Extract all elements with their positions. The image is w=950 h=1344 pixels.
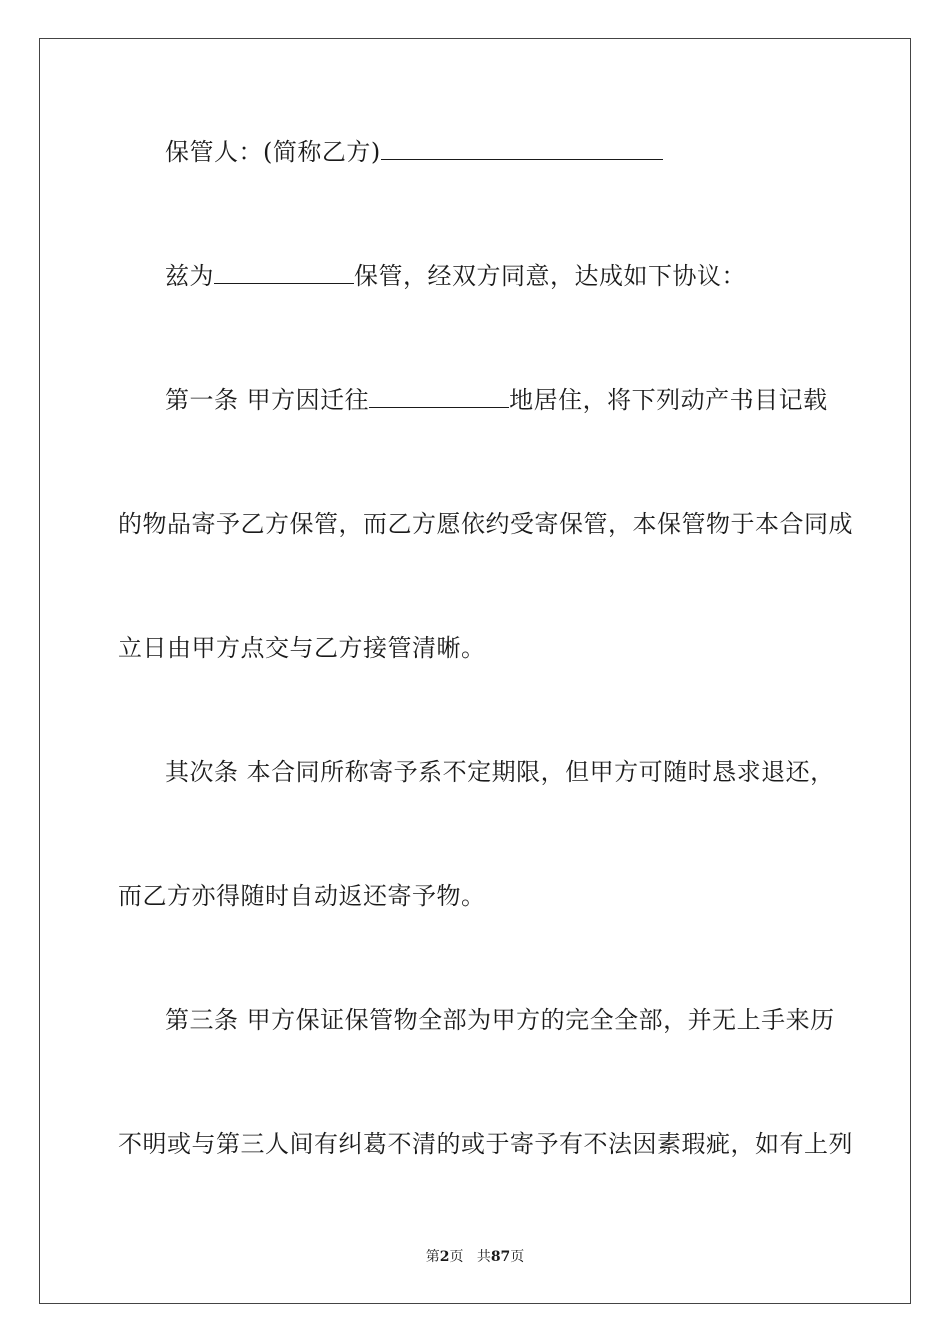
- purpose-line: [165, 261, 746, 291]
- purpose-blank: [214, 261, 354, 284]
- page-frame: [39, 38, 911, 1304]
- article-3-line-2: 不明或与第三人间有纠葛不清的或于寄予有不法因素瑕疵，如有上列: [118, 1130, 853, 1158]
- article-2-line-2: 而乙方亦得随时自动返还寄予物。: [118, 882, 486, 910]
- article-1-line-1: [165, 385, 828, 415]
- article-1-line-2: 的物品寄予乙方保管，而乙方愿依约受寄保管，本保管物于本合同成: [118, 510, 853, 538]
- purpose-suffix: 保管，经双方同意，达成如下协议：: [354, 262, 746, 290]
- page-number: 2: [439, 1249, 450, 1265]
- purpose-prefix: 兹为: [165, 262, 214, 290]
- article-1-line-3: 立日由甲方点交与乙方接管清晰。: [118, 634, 486, 662]
- total-suffix: 页: [510, 1249, 525, 1265]
- total-prefix: 共: [476, 1249, 491, 1265]
- custodian-label: 保管人：(简称乙方): [165, 138, 381, 166]
- article-1-suffix: 地居住，将下列动产书目记载: [509, 386, 828, 414]
- custodian-blank: [381, 137, 663, 160]
- article-2-line-1: 其次条 本合同所称寄予系不定期限，但甲方可随时恳求退还，: [165, 758, 835, 786]
- article-1-blank: [369, 385, 509, 408]
- custodian-line: [165, 137, 663, 167]
- total-pages: 87: [490, 1249, 511, 1265]
- article-3-line-1: 第三条 甲方保证保管物全部为甲方的完全全部，并无上手来历: [165, 1006, 835, 1034]
- page-footer: [0, 1247, 950, 1267]
- page-prefix: 第: [425, 1249, 440, 1265]
- article-1-prefix: 第一条 甲方因迁往: [165, 386, 370, 414]
- page-suffix: 页: [449, 1249, 464, 1265]
